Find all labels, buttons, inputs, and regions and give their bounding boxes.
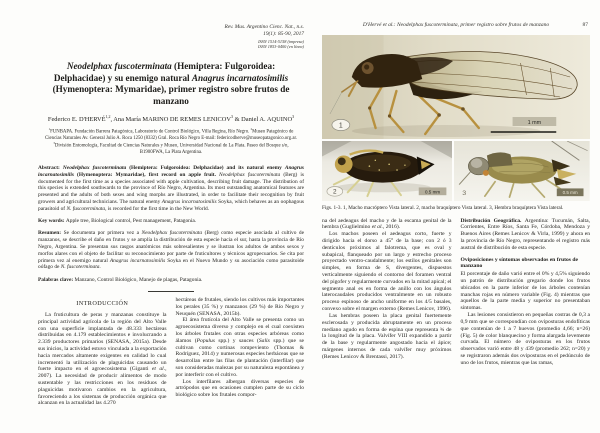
distribution-paragraph: Distribución Geográfica. Argentina: Tucumán, Salta, Corrientes, Entre Ríos, Santa Fe, Córdoba, Mendoza y Buenos Aires (Remes Lenicov & Virla, 1999) y ahora en la provincia de Río Negro, representando el registro más austral de distribución de esta especie. xyxy=(460,217,590,251)
intro-paragraph: La fruticultura de peras y manzanas constituye la principal actividad agrícola de la región del Alto Valle con una superficie implantada de 48.333 hectáreas distribuidas en 4.179 establecimientos e involucrando a 2.339 productores primarios (SENASA, 2015a). Desde sus inicios, la actividad estuvo vinculada a la exportación hacia mercados altamente exigentes en calidad lo cual incrementó la utilización de plaguicidas causando un fuerte impacto en el agroecosistema (Giganti et al., 2007). La necesidad de producir alimentos de modo sustentable y las restricciones en los residuos de plaguicidas motivaron cambios en la agricultura, favoreciendo a los sistemas de producción orgánica que alcanzan en la actualidad las 4.270 xyxy=(38,311,167,407)
abstract-paragraph: Abstract: Neodelphax fuscoterminata (Hemiptera: Fulgoroidea: Delphacidae) and its natural enemy Anagrus incarnatosimilis (Hymenoptera: Mymaridae), first record on apple fruit. Neodelphax fuscoterminata (Berg) is documented for the first time as a species associated with apple cultivation, describing fruit damage. The distribution of this species is extended southwards to the province of Río Negro, Argentina. Its most outstanding anatomical features are presented and the adults of both sexes and wing morphs are illustrated, in order to facilitate their recognition by fruit growers and agricultural technicians. The natural enemy Anagrus incarnatosimilis Soyka, which behaves as an oophagous parasitoid of N. fuscoterminata, is recorded for the first time in the New World. xyxy=(38,164,305,212)
scale-bar-label-1: 1 mm xyxy=(527,119,542,127)
paper-title: Neodelphax fuscoterminata (Hemiptera: Fulgoroidea: Delphacidae) y su enemigo natural Anagrus incarnatosimilis (Hymenoptera: Mymaridae), primer registro sobre frutos de manzano xyxy=(52,61,290,106)
right-column-1 xyxy=(322,218,452,367)
intro-columns xyxy=(38,297,304,407)
body-paragraph: Las lesiones consistieron en pequeñas costras de 0,3 a 0,9 mm que se correspondían con oviposturas endofíticas que contenían de 1 a 7 huevos (promedio 4,66; n=26) (Fig. 5) de color blanquecino y forma alargada levemente curvada. El número de oviposturas en los frutos observados varió entre 48 y 439 (promedio 262; n=20) y se registraron además dos oviposturas en el pedúnculo de uno de los frutos, mientras que las ramas, xyxy=(460,312,590,366)
insect-pronotum xyxy=(487,152,513,167)
journal-name: Rev. Mus. Argentino Cienc. Nat., n.s. xyxy=(224,24,304,30)
figure-label-1: 1 xyxy=(338,122,343,130)
right-column-2 xyxy=(461,218,591,367)
page-number: 87 xyxy=(582,22,588,28)
figure-photo-1-macropterous-male xyxy=(322,35,590,139)
intro-paragraph: El área frutícola del Alto Valle se presenta como un agroecosistema diverso y complejo en el cual coexisten los árboles frutales con otras especies arbóreas como álamos (Populus spp.) y sauces (Salix spp.) que se cultivan como cortinas rompeviento (Thomas & Rodríguez, 2014) y numerosas especies herbáceas que se desarrollan entre las filas de plantación (interfilar) que son consideradas malezas por su naturaleza espontánea y por interferir con el cultivo. xyxy=(175,317,304,378)
palabras-clave-line: Palabras clave: Manzano, Control Biológico, Manejo de plagas, Patagonia. xyxy=(38,277,203,284)
keywords-line: Key words: Apple tree, Biological control, Pest management, Patagonia. xyxy=(38,217,197,224)
oviposition-subheading: Oviposiciones y síntomas observados en frutos de manzano xyxy=(460,256,578,270)
figure-row xyxy=(322,141,590,201)
figure-caption: Figs. 1-3. 1, Macho macróptero Vista lateral. 2, macho braquíptero Vista lateral. 3, Hembra braquíptera Vista lateral. xyxy=(322,205,564,211)
intro-paragraph: hectáreas de frutales, siendo los cultivos más importantes los perales (35 %) y manzanos (29 %) de Río Negro y Neuquén (SENASA, 2015b). xyxy=(175,296,304,317)
scale-bar-label-3: 0.5 mm xyxy=(562,190,578,196)
scale-bar-label-2: 0.5 mm xyxy=(425,189,441,195)
body-paragraph: na del aedeagus del macho y de la escama genital de la hembra (Guglielmino et al., 2016). xyxy=(322,217,452,231)
running-header-text: D'Hervé et al.: Neodelphax fuscoterminata, primer registro sobre frutos de manzano xyxy=(362,22,550,28)
figure-label-3: 3 xyxy=(462,190,467,198)
resumen-paragraph: Resumen: Se documenta por primera vez a Neodelphax fuscoterminata (Berg) como especie asociada al cultivo de manzanos, se describe el daño en frutos y se amplía la distribución de esta especie hacia el sur, hasta la provincia de Río Negro, Argentina. Se presentan sus rasgos anatómicos más sobresalientes y se ilustran los adultos de ambos sexos y morfos alares con el objeto de facilitar su reconocimiento por parte de fruticultores y técnicos agropecuarios. Se cita por primera vez al enemigo natural Anagrus incarnatosimilis Soyka en el Nuevo Mundo y su asociación como parasitoide oófago de N. fuscoterminata. xyxy=(38,230,305,271)
journal-volume: 19(1): 85-90, 2017 xyxy=(263,31,304,38)
journal-citation xyxy=(38,24,304,50)
body-paragraph: Los machos poseen el aedeagus corto, fuerte y dirigido hacia el dorso a 45° de la base; con 2 ó 3 dentículos próximos al falotrema, que es oval y subapical, flanqueado por un largo y estrecho proceso proyectado ventro-caudalmente; los estilos genitales son simples, en forma de S, divergentes, dispuestos verticalmente siguiendo el contorno del foramen ventral del pigofer y regularmente curvados en la mitad apical; el segmento anal es en forma de anillo con los ángulos laterocaudales producidos ventralmente en un robusto proceso espinoso de ancho uniforme en los 4/5 basales, convexo sobre el margen externo (Remes Lenicov, 1996). xyxy=(322,231,452,313)
section-divider xyxy=(148,291,194,292)
right-page-columns xyxy=(322,218,590,367)
affiliations: $^1$FUNBAPA. Fundación Barrera Patagónica, Laboratorio de Control Biológico, Villa Regina, Río Negro. $^2$Museo Patagónico de Ciencias Naturales Av. General Julio A. Roca 1250 (8332) Gral. Roca Río Negro E-mail: federicodherve@museopatagonico.org.ar. $^3$División Entomología, Facultad de Ciencias Naturales y Museo, Universidad Nacional de La Plata. Paseo del Bosque s/n, B1900FWA, La Plata Argentina. xyxy=(45,126,297,156)
intro-column-1 xyxy=(38,297,167,407)
figure-label-2: 2 xyxy=(333,188,337,196)
body-paragraph: Las hembras poseen la placa genital fuertemente esclerosada y producida abruptamente en un proceso mediano agudo en forma de espina que representa ¾ de la longitud de la placa. Valvífer VIII expandido a partir de la base y regularmente angostado hacia el ápice; márgenes internos de cada valvífer muy próximos (Remes Lenicov & Brentassi, 2017). xyxy=(322,312,452,360)
intro-column-2 xyxy=(176,297,305,407)
authors-line: Federico E. D'HERVÉ$^{1,2}$, Ana María MARINO DE REMES LENICOV$^3$ & Daniel A. AQUINO$^3$ xyxy=(47,113,295,123)
page-right xyxy=(310,0,600,433)
figure-photo-3-brachypterous-female xyxy=(454,141,590,201)
issn-print: ISSN 1514-5158 (impresa) xyxy=(258,38,304,44)
intro-paragraph: Los interfilares albergan diversas especies de artrópodos que en ocasiones cumplen parte de su ciclo biológico sobre los frutales compor- xyxy=(175,378,304,399)
body-paragraph: El porcentaje de daño varió entre el 0% y 4,5% siguiendo un patrón de distribución gregario donde los frutos ubicados en la parte inferior de los árboles contenían manchas rojas en número variable (Fig. 4) mientras que aquellos de la parte media y superior no presentaban síntomas. xyxy=(460,271,590,312)
figure-photo-2-brachypterous-male xyxy=(322,141,452,201)
running-header xyxy=(322,22,590,28)
figure-block xyxy=(322,35,590,212)
issn-online: ISSN 1853-0400 (en línea) xyxy=(258,44,304,50)
intro-heading: INTRODUCCIÓN xyxy=(76,299,129,307)
